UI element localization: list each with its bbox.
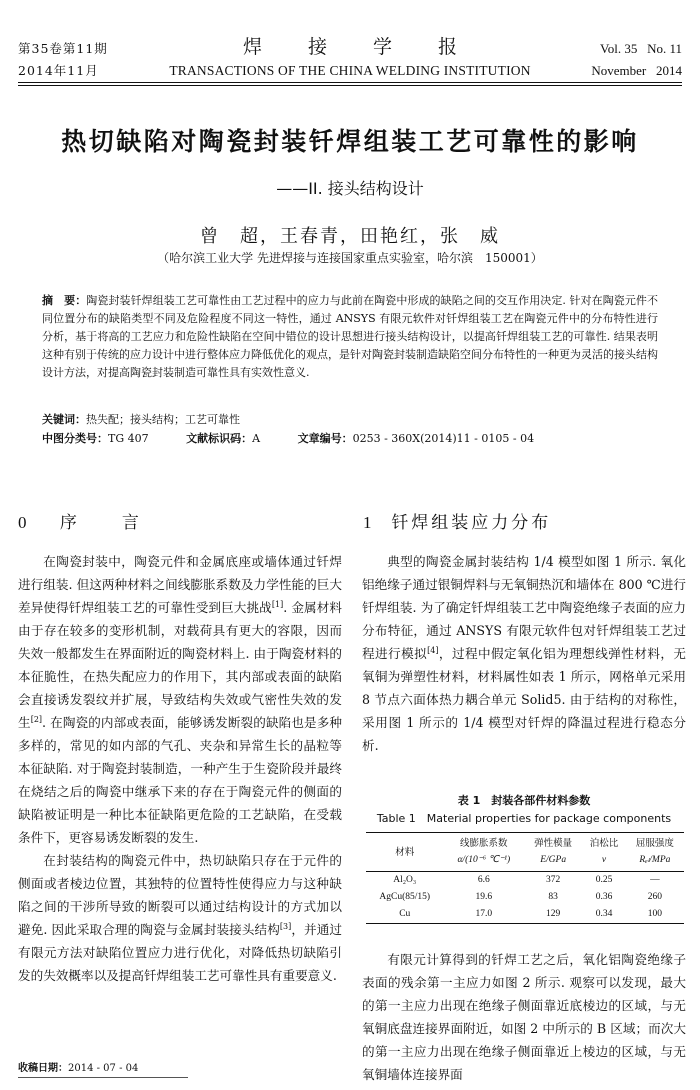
keywords-text: 热失配；接头结构；工艺可靠性 <box>86 413 240 426</box>
cell-poisson: 0.36 <box>595 892 613 902</box>
paragraph: 有限元计算得到的钎焊工艺之后，氧化铝陶瓷绝缘子表面的残余第一主应力如图 2 所示. 观察可以发现，最大的第一主应力出现在绝缘子侧面靠近底棱边的区域，与无氧铜底盘连接界面附近，如图 2 中所示的 B 区域；而次大的第一主应力出现在绝缘子侧面靠近上棱边的区域，与无氧铜墙体连接界面 <box>362 952 686 1082</box>
paragraph <box>18 849 342 987</box>
paragraph-text: 在封装结构的陶瓷元件中，热切缺陷只存在于元件的侧面或者棱边位置，其独特的位置特性使得应力与这种缺陷之间的干涉所导致的断裂可以通过结构设计的方式加以避免. 因此采取合理的陶瓷与金属封装接头结构 <box>18 853 342 937</box>
paragraph-text: ，过程中假定氧化铝为理想线弹性材料，无氧铜为弹塑性材料，材料属性如表 1 所示，网格单元采用 8 节点六面体热力耦合单元 Solid5. 由于结构的对称性，采用图 1 所示的 1/4 模型对钎焊的降温过程进行稳态分析. <box>362 646 687 753</box>
received-value: 2014 - 07 - 04 <box>68 1063 139 1074</box>
header-left <box>18 38 108 82</box>
cell-modulus: 83 <box>548 892 558 902</box>
header-rule-top <box>18 82 682 83</box>
cell-material: AgCu(85/15) <box>379 892 431 902</box>
abstract-label: 摘 要： <box>42 294 87 307</box>
cell-cte: 6.6 <box>477 875 490 885</box>
left-column-body <box>18 550 342 987</box>
paragraph-text: 典型的陶瓷金属封装结构 1/4 模型如图 1 所示. 氧化铝绝缘子通过银铜焊料与无氧铜热沉和墙体在 800 ℃进行钎焊组装. 为了确定钎焊组装工艺中陶瓷绝缘子表面的应力分布特征，通过 ANSYS 有限元软件包对钎焊组装工艺过程进行模拟 <box>362 554 686 661</box>
section-title: 序 言 <box>59 513 153 533</box>
cell-yield: — <box>650 875 660 885</box>
author-separator: ， <box>260 226 280 247</box>
header-unit: ν <box>601 855 607 865</box>
paragraph-text: . 金属材料由于存在较多的变形机制，对载荷具有更大的容限，因而失效一般都发生在界面附近的陶瓷材料上. 由于陶瓷材料的本征脆性，在热失配应力的作用下，其内部或表面的缺陷会直接诱发裂纹并扩展，导致结构失效或气密性失效的发生 <box>18 600 342 730</box>
volume-issue-cn: 第35卷第11期 <box>18 41 108 56</box>
right-column-body-top <box>362 550 686 757</box>
clc-label: 中图分类号： <box>42 432 108 445</box>
paragraph <box>362 550 686 757</box>
header-label: 泊松比 <box>589 838 619 849</box>
table-caption-en: Table 1 Material properties for package components <box>376 812 672 825</box>
volume-en: Vol. 35 <box>600 41 638 56</box>
material-properties-table <box>366 832 684 924</box>
section-1-heading <box>363 508 551 533</box>
document-code-label: 文献标识码： <box>186 432 253 445</box>
year-en: 2014 <box>656 63 682 78</box>
author-name: 曾 超 <box>200 226 260 247</box>
header-unit: α/(10⁻⁶ ℃⁻¹) <box>457 855 511 865</box>
cell-yield: 100 <box>626 906 684 924</box>
affiliation: （哈尔滨工业大学 先进焊接与连接国家重点实验室，哈尔滨 150001） <box>157 251 543 265</box>
paragraph-text: ，并通过有限元方法对缺陷位置应力进行优化，对降低热切缺陷引发的失效概率以及提高钎焊组装工艺可靠性具有重要意义. <box>18 922 342 983</box>
col-header-material: 材料 <box>395 846 415 858</box>
col-header-modulus <box>524 833 582 872</box>
col-header-yield <box>626 833 684 872</box>
classification-line <box>42 430 682 448</box>
paper-subtitle: ——II. 接头结构设计 <box>276 179 424 198</box>
cell-modulus: 372 <box>546 875 561 885</box>
header-right <box>591 38 682 82</box>
header-label: 线膨胀系数 <box>460 838 508 849</box>
right-column-body-bottom <box>362 948 686 1086</box>
citation: [2] <box>30 714 43 724</box>
keywords-label: 关键词： <box>42 413 86 426</box>
citation: [4] <box>427 645 439 655</box>
section-title: 钎焊组装应力分布 <box>391 513 552 533</box>
cell-material: Cu <box>366 906 444 924</box>
paragraph-text: 在陶瓷封装中，陶瓷元件和金属底座或墙体通过钎焊进行组装. 但这两种材料之间线膨胀系数及力学性能的巨大差异使得钎焊组装工艺的可靠性受到巨大挑战 <box>18 554 342 615</box>
article-number: 0253 - 360X(2014)11 - 0105 - 04 <box>352 432 535 445</box>
cell-poisson: 0.25 <box>595 875 613 885</box>
header-unit: E/GPa <box>540 855 567 865</box>
header-label: 屈服强度 <box>635 838 674 849</box>
received-date <box>18 1062 138 1076</box>
footnote-rule <box>18 1077 188 1078</box>
table-caption <box>362 792 686 828</box>
cell-yield: 260 <box>647 892 663 902</box>
header-label: 弹性模量 <box>534 838 573 849</box>
section-0-heading <box>18 508 153 533</box>
citation: [3] <box>279 921 292 931</box>
author-separator: ， <box>420 226 440 247</box>
paragraph <box>18 550 342 849</box>
author-name: 王春青 <box>280 226 340 247</box>
paper-title: 热切缺陷对陶瓷封装钎焊组装工艺可靠性的影响 <box>61 127 639 156</box>
author-list <box>0 222 700 248</box>
cell-poisson: 0.34 <box>582 906 626 924</box>
col-header-cte <box>444 833 525 872</box>
document-code: A <box>252 432 261 445</box>
col-header-poisson <box>582 833 626 872</box>
cell-material: Al₂O₃ <box>393 875 417 885</box>
cell-cte: 17.0 <box>444 906 525 924</box>
paragraph-text: . 在陶瓷的内部或表面，能够诱发断裂的缺陷也是多种多样的，常见的如内部的气孔、夹杂和异常生长的晶粒等本征缺陷. 对于陶瓷封装制造，一种产生于生瓷阶段并最终在烧结之后的陶瓷中继承下来的存在于陶瓷元件的侧面的缺陷被证明是一种比本征缺陷更危险的工艺缺陷，在受载条件下，更容易诱发断裂的发生. <box>18 715 343 845</box>
author-name: 田艳红 <box>360 226 420 247</box>
author-name: 张 威 <box>440 226 500 247</box>
table-row <box>366 889 684 906</box>
clc-number: TG 407 <box>108 432 149 445</box>
article-number-label: 文章编号： <box>297 432 353 445</box>
section-number: 1 <box>363 513 375 532</box>
abstract <box>42 292 658 382</box>
cell-modulus: 129 <box>524 906 582 924</box>
journal-name-en: TRANSACTIONS OF THE CHINA WELDING INSTITUTION <box>169 63 531 78</box>
section-number: 0 <box>18 513 41 532</box>
cell-cte: 19.6 <box>475 892 493 902</box>
abstract-text: 陶瓷封装钎焊组装工艺可靠性由工艺过程中的应力与此前在陶瓷中形成的缺陷之间的交互作用决定. 针对在陶瓷元件不同位置分布的缺陷类型不同及危险程度不同这一特性，通过 ANSYS 有限元软件对钎焊组装工艺在陶瓷元件中的分布特性进行分析，基于将高的工艺应力和危险性缺陷在空间中错位的设计思想进行接头结构设计，以提高钎焊组装工艺的可靠性. 结果表明 这种有别于传统的应力设计中进行整体应力降低优化的观点，是针对陶瓷封装制造缺陷空间分布特性的一种更为灵活的接头结构设计方法，对提高陶瓷封装制造可靠性具有实效性意义. <box>42 294 658 379</box>
journal-name-cn: 焊 接 学 报 <box>242 36 478 58</box>
received-label: 收稿日期： <box>18 1063 68 1074</box>
citation: [1] <box>271 599 284 609</box>
issue-en: No. 11 <box>647 41 682 56</box>
date-cn: 2014年11月 <box>18 63 99 78</box>
header-rule-bottom <box>18 85 682 86</box>
month-en: November <box>591 63 647 78</box>
table-row <box>366 872 684 890</box>
keywords <box>42 411 658 429</box>
table-caption-cn: 表 1 封装各部件材料参数 <box>457 794 591 807</box>
table-row <box>366 906 684 924</box>
header-unit: Rₑₗ/MPa <box>639 855 671 865</box>
header-center <box>150 34 550 82</box>
author-separator: ， <box>340 226 360 247</box>
